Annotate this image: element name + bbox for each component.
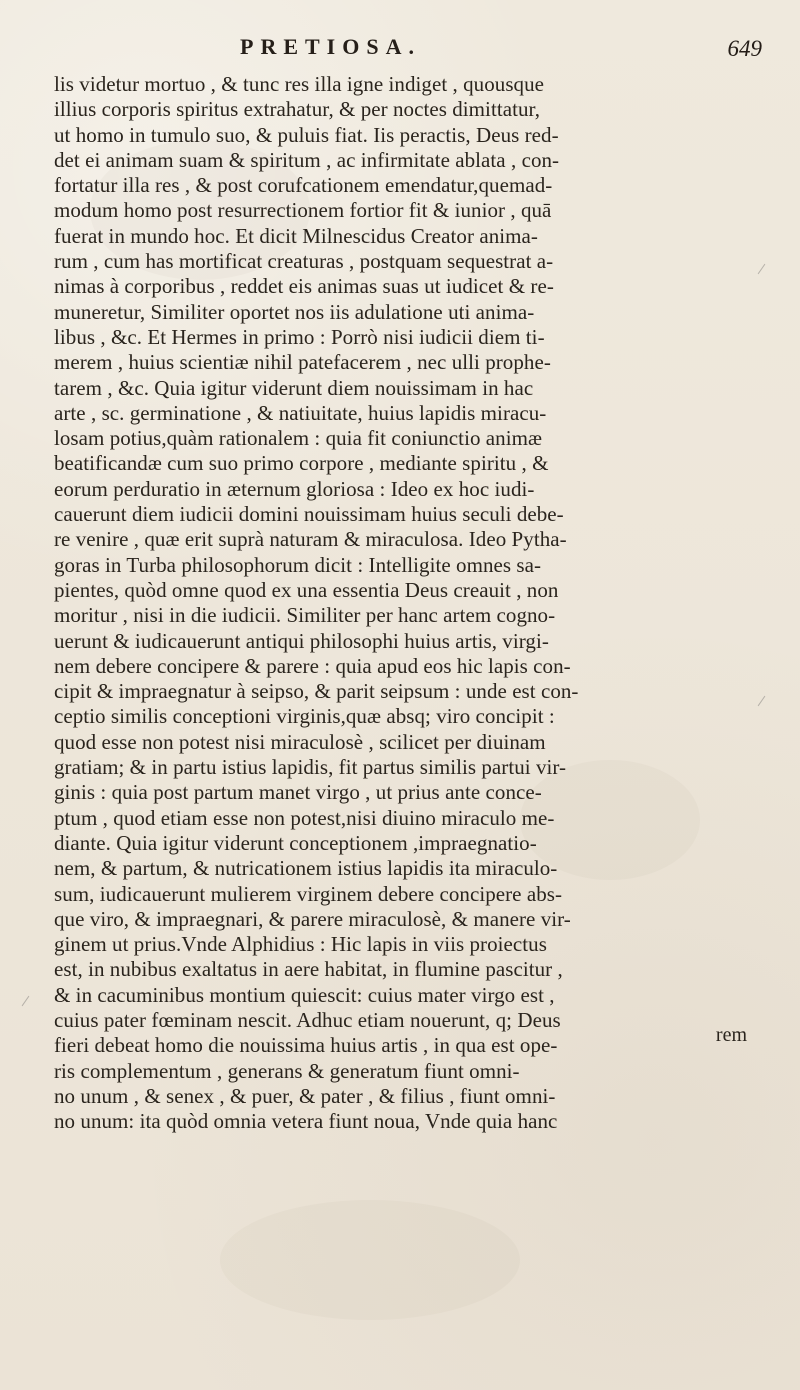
page-text-block [54, 72, 770, 1134]
text-line: illius corporis spiritus extrahatur, & per noctes dimittatur, [54, 97, 541, 122]
small-margin-mark [22, 996, 30, 1006]
text-line: no unum , & senex , & puer, & pater , & filius , fiunt omni- [54, 1083, 556, 1108]
text-line: beatificandæ cum suo primo corpore , mediante spiritu , & [54, 451, 549, 476]
text-line: ptum , quod etiam esse non potest,nisi diuino miraculo me- [54, 805, 555, 830]
text-line: cipit & impraegnatur à seipso, & parit seipsum : unde est con- [54, 679, 579, 704]
text-line: ceptio similis conceptioni virginis,quæ absq; viro concipit : [54, 704, 555, 729]
text-line: arte , sc. germinatione , & natiuitate, huius lapidis miracu- [54, 400, 547, 425]
text-line: que viro, & impraegnari, & parere miraculosè, & manere vir- [54, 906, 571, 931]
text-line: ginis : quia post partum manet virgo , ut prius ante conce- [54, 780, 542, 805]
text-line: cuius pater fœminam nescit. Adhuc etiam nouerunt, q; Deus [54, 1007, 561, 1032]
text-line: merem , huius scientiæ nihil patefacerem , nec ulli prophe- [54, 350, 551, 375]
text-line: no unum: ita quòd omnia vetera fiunt noua, Vnde quia hanc [54, 1109, 558, 1134]
text-line: pientes, quòd omne quod ex una essentia Deus creauit , non [54, 577, 559, 602]
text-line: nem debere concipere & parere : quia apud eos hic lapis con- [54, 653, 571, 678]
text-line: losam potius,quàm rationalem : quia fit coniunctio animæ [54, 426, 543, 451]
text-line: cauerunt diem iudicii domini nouissimam huius seculi debe- [54, 502, 564, 527]
text-line: gratiam; & in partu istius lapidis, fit partus similis partui vir- [54, 755, 567, 780]
text-line: tarem , &c. Quia igitur viderunt diem nouissimam in hac [54, 375, 534, 400]
text-line: re venire , quæ erit suprà naturam & miraculosa. Ideo Pytha- [54, 527, 567, 552]
text-line: det ei animam suam & spiritum , ac infirmitate ablata , con- [54, 147, 560, 172]
text-line: lis videtur mortuo , & tunc res illa igne indiget , quousque [54, 72, 545, 96]
paper-stain-3 [220, 1200, 520, 1320]
running-head: PRETIOSA. [240, 34, 421, 59]
text-line: nem, & partum, & nutricationem istius lapidis ita miraculo- [54, 856, 558, 881]
text-line: fieri debeat homo die nouissima huius artis , in qua est ope- [54, 1033, 558, 1058]
text-line: sum, iudicauerunt mulierem virginem debere concipere abs- [54, 881, 563, 906]
text-line: eorum perduratio in æternum gloriosa : Ideo ex hoc iudi- [54, 476, 535, 501]
text-line: ginem ut prius.Vnde Alphidius : Hic lapis in viis proiectus [54, 932, 547, 957]
page-number: 649 [727, 36, 762, 61]
text-line: est, in nubibus exaltatus in aere habitat, in flumine pascitur , [54, 957, 563, 982]
page-header [0, 34, 800, 70]
text-line: uerunt & iudicauerunt antiqui philosophi huius artis, virgi- [54, 628, 549, 653]
text-line: diante. Quia igitur viderunt conceptionem ,impraegnatio- [54, 830, 537, 855]
text-line: & in cacuminibus montium quiescit: cuius mater virgo est , [54, 982, 555, 1007]
text-line: quod esse non potest nisi miraculosè , scilicet per diuinam [54, 729, 546, 754]
text-line: fortatur illa res , & post corufcationem emendatur,quemad- [54, 173, 553, 198]
text-line: modum homo post resurrectionem fortior fit & iunior , quā [54, 198, 552, 223]
text-line: libus , &c. Et Hermes in primo : Porrò nisi iudicii diem ti- [54, 324, 545, 349]
text-line: ris complementum , generans & generatum fiunt omni- [54, 1058, 520, 1083]
text-line: nimas à corporibus , reddet eis animas suas ut iudicet & re- [54, 274, 554, 299]
text-line: rum , cum has mortificat creaturas , postquam sequestrat a- [54, 249, 554, 274]
text-line: fuerat in mundo hoc. Et dicit Milnescidus Creator anima- [54, 223, 538, 248]
catchword: rem [715, 1024, 747, 1046]
text-line: muneretur, Similiter oportet nos iis adulatione uti anima- [54, 299, 535, 324]
text-line: goras in Turba philosophorum dicit : Intelligite omnes sa- [54, 552, 542, 577]
text-line: ut homo in tumulo suo, & puluis fiat. Iis peractis, Deus red- [54, 122, 559, 147]
text-line: moritur , nisi in die iudicii. Similiter per hanc artem cogno- [54, 603, 556, 628]
